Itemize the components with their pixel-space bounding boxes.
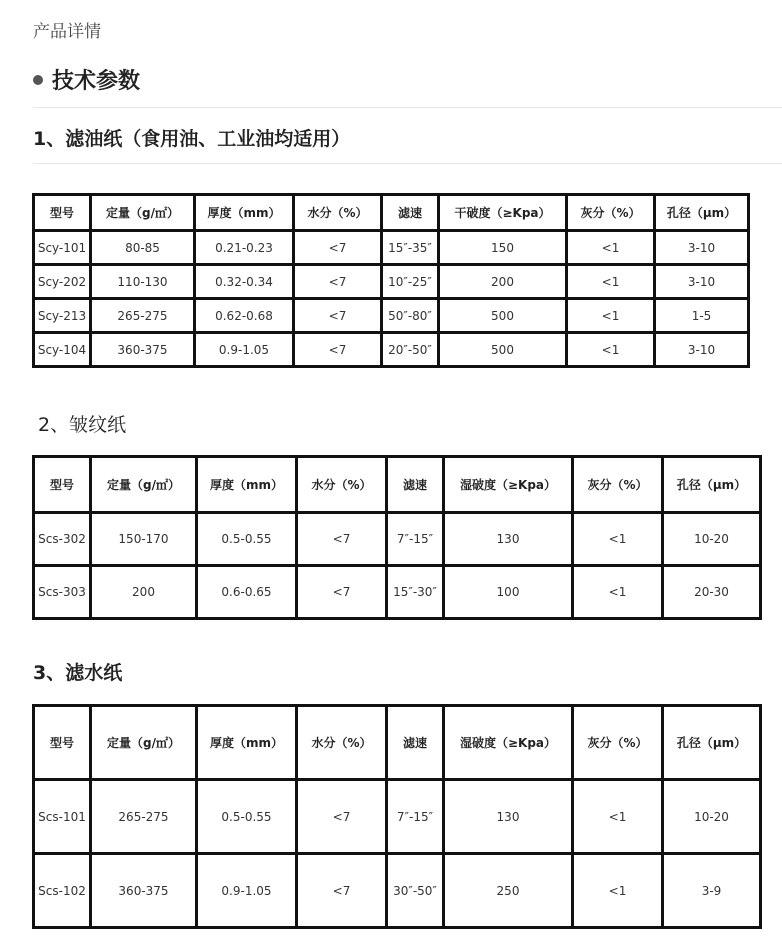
table-cell: <7: [297, 513, 387, 566]
table-cell: 30″-50″: [387, 854, 444, 928]
column-header: 厚度（mm）: [197, 457, 297, 513]
table-cell: 500: [439, 333, 567, 367]
table-cell: Scs-303: [34, 566, 91, 619]
oil-filter-paper-table: [32, 193, 750, 368]
table-cell: <1: [573, 513, 663, 566]
section-title-text: 技术参数: [52, 69, 141, 94]
table-cell: 10-20: [663, 513, 761, 566]
table-cell: Scy-104: [34, 333, 91, 367]
table-cell: <1: [573, 854, 663, 928]
table-cell: 250: [444, 854, 573, 928]
table-row: [34, 333, 749, 367]
table-cell: 15″-35″: [382, 231, 439, 265]
section-title: [33, 64, 140, 95]
table-cell: 0.9-1.05: [195, 333, 294, 367]
column-header: 灰分（%）: [567, 195, 655, 231]
water-filter-paper-table: [32, 704, 762, 929]
divider: [33, 107, 782, 108]
table-cell: 15″-30″: [387, 566, 444, 619]
header-row: [34, 195, 749, 231]
table-cell: 7″-15″: [387, 780, 444, 854]
table-row: [34, 231, 749, 265]
divider: [33, 163, 782, 164]
table-cell: 50″-80″: [382, 299, 439, 333]
table-cell: 10″-25″: [382, 265, 439, 299]
table-cell: <7: [297, 854, 387, 928]
table-cell: Scy-202: [34, 265, 91, 299]
table-cell: 360-375: [91, 333, 195, 367]
table-cell: <1: [573, 780, 663, 854]
table-cell: Scy-213: [34, 299, 91, 333]
table-cell: <1: [567, 299, 655, 333]
column-header: 干破度（≥Kpa）: [439, 195, 567, 231]
table-3-heading: 3、滤水纸: [33, 662, 123, 684]
table-cell: <7: [294, 299, 382, 333]
table-row: [34, 265, 749, 299]
table-cell: 150-170: [91, 513, 197, 566]
table-cell: <7: [294, 333, 382, 367]
column-header: 型号: [34, 706, 91, 780]
table-cell: 3-9: [663, 854, 761, 928]
table-row: [34, 513, 761, 566]
table-cell: Scs-102: [34, 854, 91, 928]
table-cell: 20″-50″: [382, 333, 439, 367]
column-header: 定量（g/㎡）: [91, 195, 195, 231]
table-cell: 130: [444, 513, 573, 566]
column-header: 湿破度（≥Kpa）: [444, 457, 573, 513]
table-cell: <7: [294, 265, 382, 299]
table-cell: <7: [294, 231, 382, 265]
table-cell: 1-5: [655, 299, 749, 333]
table-cell: 265-275: [91, 780, 197, 854]
crepe-paper-table: [32, 455, 762, 620]
table-cell: 110-130: [91, 265, 195, 299]
table-cell: 80-85: [91, 231, 195, 265]
table-cell: <7: [297, 566, 387, 619]
table-cell: <1: [573, 566, 663, 619]
table-cell: 360-375: [91, 854, 197, 928]
table-cell: 10-20: [663, 780, 761, 854]
table-cell: Scs-302: [34, 513, 91, 566]
header-row: [34, 706, 761, 780]
bullet-dot-icon: [33, 75, 43, 85]
column-header: 滤速: [382, 195, 439, 231]
column-header: 孔径（μm）: [663, 457, 761, 513]
table-cell: 0.6-0.65: [197, 566, 297, 619]
breadcrumb: 产品详情: [33, 22, 101, 42]
column-header: 厚度（mm）: [195, 195, 294, 231]
column-header: 灰分（%）: [573, 706, 663, 780]
table-cell: 20-30: [663, 566, 761, 619]
column-header: 定量（g/㎡）: [91, 706, 197, 780]
table-cell: 0.62-0.68: [195, 299, 294, 333]
column-header: 孔径（μm）: [655, 195, 749, 231]
table-cell: 0.32-0.34: [195, 265, 294, 299]
table-cell: 200: [439, 265, 567, 299]
column-header: 滤速: [387, 706, 444, 780]
table-cell: 130: [444, 780, 573, 854]
table-cell: Scy-101: [34, 231, 91, 265]
column-header: 湿破度（≥Kpa）: [444, 706, 573, 780]
table-row: [34, 780, 761, 854]
table-cell: 150: [439, 231, 567, 265]
column-header: 水分（%）: [297, 457, 387, 513]
table-row: [34, 854, 761, 928]
table-cell: 200: [91, 566, 197, 619]
column-header: 定量（g/㎡）: [91, 457, 197, 513]
table-cell: 0.5-0.55: [197, 513, 297, 566]
table-cell: 3-10: [655, 265, 749, 299]
header-row: [34, 457, 761, 513]
column-header: 水分（%）: [294, 195, 382, 231]
table-cell: 265-275: [91, 299, 195, 333]
table-cell: <7: [297, 780, 387, 854]
table-row: [34, 299, 749, 333]
column-header: 型号: [34, 195, 91, 231]
column-header: 孔径（μm）: [663, 706, 761, 780]
table-cell: <1: [567, 333, 655, 367]
table-cell: 0.9-1.05: [197, 854, 297, 928]
table-2-heading: 2、皱纹纸: [38, 414, 127, 436]
table-cell: 500: [439, 299, 567, 333]
column-header: 厚度（mm）: [197, 706, 297, 780]
column-header: 灰分（%）: [573, 457, 663, 513]
table-cell: Scs-101: [34, 780, 91, 854]
column-header: 型号: [34, 457, 91, 513]
table-cell: 0.21-0.23: [195, 231, 294, 265]
table-cell: <1: [567, 265, 655, 299]
table-1-heading: 1、滤油纸（食用油、工业油均适用）: [33, 128, 351, 150]
column-header: 水分（%）: [297, 706, 387, 780]
column-header: 滤速: [387, 457, 444, 513]
table-cell: 100: [444, 566, 573, 619]
table-cell: 7″-15″: [387, 513, 444, 566]
table-cell: 0.5-0.55: [197, 780, 297, 854]
table-cell: 3-10: [655, 333, 749, 367]
table-cell: <1: [567, 231, 655, 265]
table-cell: 3-10: [655, 231, 749, 265]
table-row: [34, 566, 761, 619]
